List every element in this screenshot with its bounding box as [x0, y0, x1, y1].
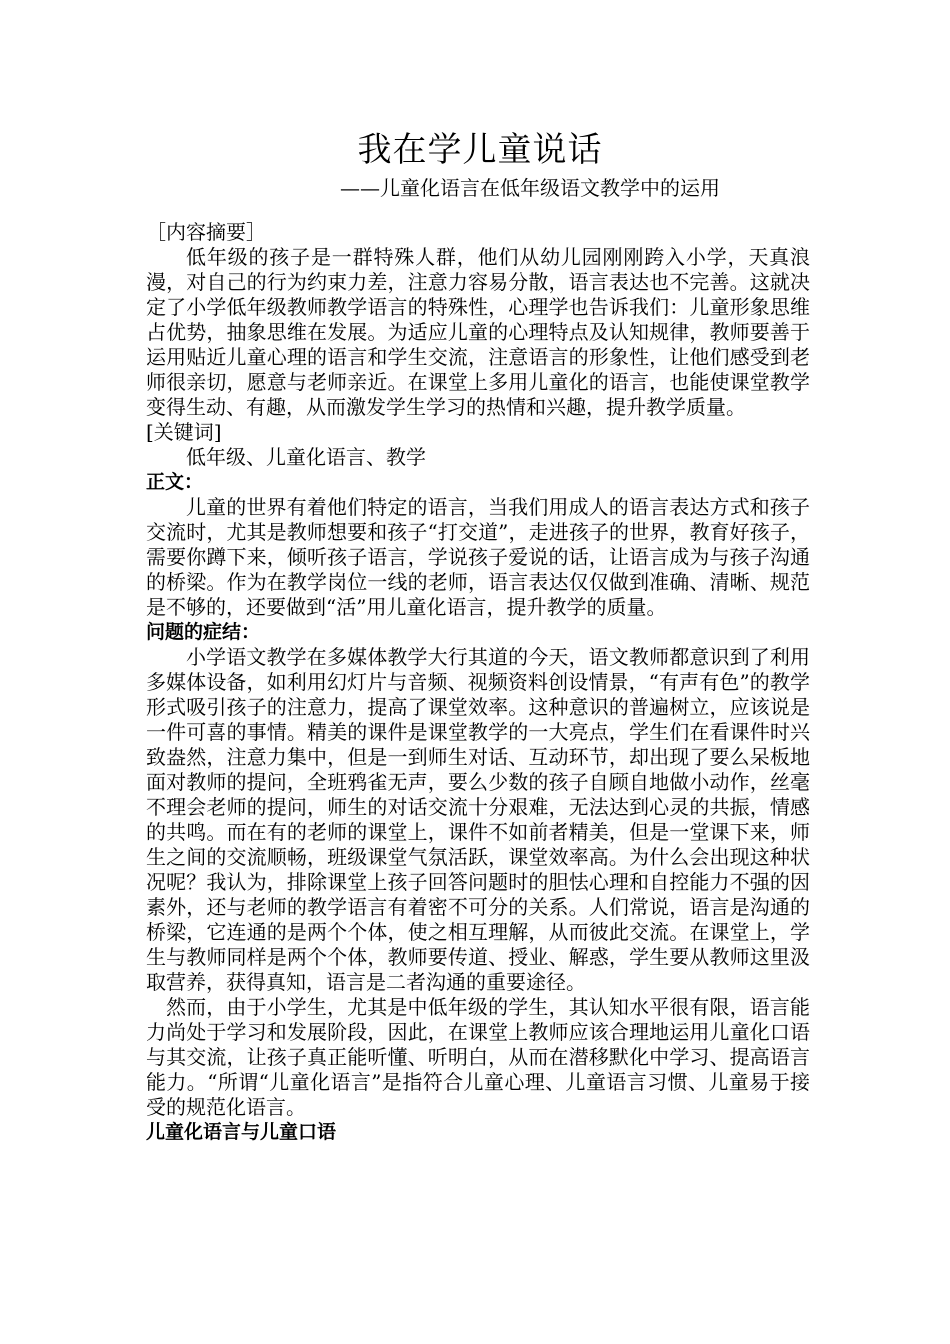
abstract-label: ［内容摘要］ [146, 220, 266, 244]
document-subtitle: ——儿童化语言在低年级语文教学中的运用 [340, 176, 720, 200]
keywords-text: 低年级、儿童化语言、教学 [186, 445, 426, 469]
document-body [146, 220, 810, 1145]
document-title: 我在学儿童说话 [357, 130, 603, 170]
keywords-label: [关键词] [146, 420, 222, 444]
problem-label: 问题的症结： [146, 621, 261, 643]
abstract-paragraph: 低年级的孩子是一群特殊人群，他们从幼儿园刚刚跨入小学，天真浪漫，对自己的行为约束力差，注意力容易分散，语言表达也不完善。这就决定了小学低年级教师教学语言的特殊性，心理学也告诉我们：儿童形象思维占优势，抽象思维在发展。为适应儿童的心理特点及认知规律，教师要善于运用贴近儿童心理的语言和学生交流，注意语言的形象性，让他们感受到老师很亲切，愿意与老师亲近。在课堂上多用儿童化的语言，也能使课堂教学变得生动、有趣，从而激发学生学习的热情和兴趣，提升教学质量。 [146, 245, 810, 419]
section-heading: 儿童化语言与儿童口语 [146, 1121, 337, 1143]
problem-paragraph-2: 然而，由于小学生，尤其是中低年级的学生，其认知水平很有限，语言能力尚处于学习和发展阶段，因此，在课堂上教师应该合理地运用儿童化口语与其交流，让孩子真正能听懂、听明白，从而在潜移默化中学习、提高语言能力。“所谓“儿童化语言”是指符合儿童心理、儿童语言习惯、儿童易于接受的规范化语言。 [146, 995, 810, 1119]
body-label: 正文： [146, 471, 204, 493]
problem-paragraph-1: 小学语文教学在多媒体教学大行其道的今天，语文教师都意识到了利用多媒体设备，如利用幻灯片与音频、视频资料创设情景，“有声有色”的教学形式吸引孩子的注意力，提高了课堂效率。这种意识的普遍树立，应该说是一件可喜的事情。精美的课件是课堂教学的一大亮点，学生们在看课件时兴致盎然，注意力集中，但是一到师生对话、互动环节，却出现了要么呆板地面对教师的提问，全班鸦雀无声，要么少数的孩子自顾自地做小动作，丝毫不理会老师的提问，师生的对话交流十分艰难，无法达到心灵的共振，情感的共鸣。而在有的老师的课堂上，课件不如前者精美，但是一堂课下来，师生之间的交流顺畅，班级课堂气氛活跃，课堂效率高。为什么会出现这种状况呢？我认为，排除课堂上孩子回答问题时的胆怯心理和自控能力不强的因素外，还与老师的教学语言有着密不可分的关系。人们常说，语言是沟通的桥梁，它连通的是两个个体，使之相互理解，从而彼此交流。在课堂上，学生与教师同样是两个个体，教师要传道、授业、解惑，学生要从教师这里汲取营养，获得真知，语言是二者沟通的重要途径。 [146, 645, 810, 994]
body-paragraph: 儿童的世界有着他们特定的语言，当我们用成人的语言表达方式和孩子交流时，尤其是教师想要和孩子“打交道”，走进孩子的世界，教育好孩子，需要你蹲下来，倾听孩子语言，学说孩子爱说的话，让语言成为与孩子沟通的桥梁。作为在教学岗位一线的老师，语言表达仅仅做到准确、清晰、规范是不够的，还要做到“活”用儿童化语言，提升教学的质量。 [146, 495, 810, 619]
